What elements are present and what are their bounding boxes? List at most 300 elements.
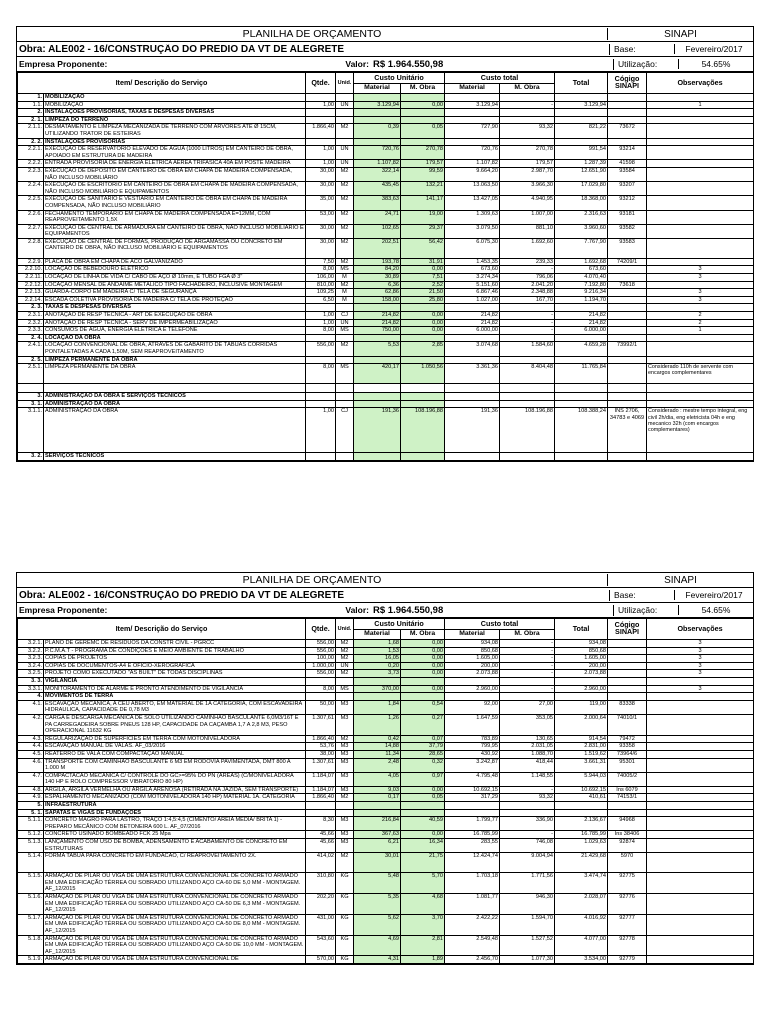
- row-total-material: 1.309,63: [445, 210, 500, 224]
- section-row: [18, 94, 754, 102]
- row-unit-labor: 0,00: [401, 312, 445, 320]
- row-unit: M2: [336, 342, 354, 356]
- row-sinapi-code: 94968: [608, 817, 647, 831]
- row-sinapi-code: 93582: [608, 224, 647, 238]
- empresa-label: Empresa Proponente:: [19, 605, 108, 615]
- row-sinapi-code: [608, 319, 647, 327]
- row-quantity: 556,00: [306, 647, 336, 655]
- section-title: SERVIÇOS TÉCNICOS: [44, 453, 306, 461]
- section-number: 2. 1.: [18, 116, 44, 124]
- row-quantity: 1.866,40: [306, 794, 336, 802]
- row-unit-material: 5,48: [354, 873, 401, 894]
- section-empty-cell: [336, 809, 354, 817]
- row-unit: CJ: [336, 408, 354, 453]
- row-unit-material: 6,36: [354, 281, 401, 289]
- row-unit: UN: [336, 160, 354, 168]
- row-description: ARMAÇÃO DE PILAR OU VIGA DE UMA ESTRUTURA CONVENCIONAL DE: [44, 956, 306, 964]
- table-row: [18, 786, 754, 794]
- empty-cell: [445, 384, 500, 393]
- row-unit: M2: [336, 210, 354, 224]
- row-description: ENTRADA PROVISORIA DE ENERGIA ELETRICA AEREA TRIFASICA 40A EM POSTE MADEIRA: [44, 160, 306, 168]
- section-empty-cell: [555, 393, 608, 401]
- section-row: [18, 677, 754, 685]
- row-quantity: 1.866,40: [306, 124, 336, 138]
- col-header-material-total: Material: [445, 84, 500, 94]
- section-empty-cell: [555, 453, 608, 461]
- row-unit: M3: [336, 750, 354, 758]
- section-empty-cell: [306, 109, 336, 117]
- row-total-labor: -: [500, 312, 555, 320]
- section-empty-cell: [445, 809, 500, 817]
- row-total-labor: 3.966,30: [500, 182, 555, 196]
- section-empty-cell: [647, 138, 754, 146]
- table-row: [18, 647, 754, 655]
- row-unit-material: 102,65: [354, 224, 401, 238]
- section-empty-cell: [354, 304, 401, 312]
- col-header-qtde: Qtde.: [306, 73, 336, 94]
- row-total-material: 1.703,18: [445, 873, 500, 894]
- row-total-labor: -: [500, 319, 555, 327]
- section-empty-cell: [306, 94, 336, 102]
- table-row: [18, 758, 754, 772]
- row-item-number: 2.2.3.: [18, 167, 44, 181]
- empty-cell: [306, 384, 336, 393]
- budget-sheet-2: [16, 572, 754, 965]
- row-sinapi-code: 5970: [608, 853, 647, 873]
- section-empty-cell: [500, 400, 555, 408]
- row-total: 1.519,62: [555, 750, 608, 758]
- row-observation: [647, 258, 754, 266]
- row-unit-labor: 270,78: [401, 146, 445, 160]
- row-item-number: 4.8.: [18, 786, 44, 794]
- row-total-labor: -: [500, 101, 555, 109]
- row-sinapi-code: 92775: [608, 873, 647, 894]
- row-item-number: 5.1.1.: [18, 817, 44, 831]
- section-empty-cell: [354, 116, 401, 124]
- section-empty-cell: [647, 393, 754, 401]
- empty-cell: [500, 384, 555, 393]
- row-quantity: 810,00: [306, 281, 336, 289]
- row-unit-labor: 16,34: [401, 839, 445, 853]
- row-sinapi-code: 83338: [608, 700, 647, 714]
- row-sinapi-code: 41598: [608, 160, 647, 168]
- row-total: 2.316,63: [555, 210, 608, 224]
- row-total: 2.831,00: [555, 743, 608, 751]
- section-empty-cell: [336, 802, 354, 810]
- row-observation: [647, 167, 754, 181]
- section-empty-cell: [445, 138, 500, 146]
- table-row: [18, 817, 754, 831]
- empty-cell: [44, 384, 306, 393]
- utilizacao-value: 54.65%: [678, 59, 753, 69]
- section-title: INSTALAÇÕES PROVISÓRIAS, TAXAS E DESPESAS DIVERSAS: [44, 109, 306, 117]
- row-sinapi-code: 93214: [608, 146, 647, 160]
- row-item-number: 5.1.3.: [18, 839, 44, 853]
- table-row: [18, 342, 754, 356]
- row-description: MOBILIZAÇÃO: [44, 101, 306, 109]
- row-unit-material: 0,42: [354, 735, 401, 743]
- row-item-number: 2.2.5.: [18, 196, 44, 210]
- section-empty-cell: [445, 109, 500, 117]
- section-empty-cell: [401, 693, 445, 701]
- row-sinapi-code: 73618: [608, 281, 647, 289]
- section-empty-cell: [608, 334, 647, 342]
- col-header-mobra-total: M. Obra: [500, 630, 555, 640]
- row-unit-labor: 0,00: [401, 266, 445, 274]
- row-sinapi-code: 92777: [608, 914, 647, 935]
- base-value: Fevereiro/2017: [674, 590, 753, 600]
- row-unit-material: 9,03: [354, 786, 401, 794]
- row-sinapi-code: [608, 647, 647, 655]
- row-sinapi-code: [608, 101, 647, 109]
- row-total-labor: -: [500, 647, 555, 655]
- row-total: 934,08: [555, 640, 608, 648]
- row-description: LOCAÇÃO CONVENCIONAL DE OBRA, ATRAVÉS DE GABARITO DE TÁBUAS CORRIDAS PONTALETADAS A CADA 1,50M, SEM REAPROVEITAMENTO: [44, 342, 306, 356]
- row-description: ANOTAÇÃO DE RESP TECNICA - SERV DE IMPERMEABILIZAÇÃO: [44, 319, 306, 327]
- row-total: 4.016,92: [555, 914, 608, 935]
- section-empty-cell: [608, 453, 647, 461]
- row-total-labor: 270,78: [500, 146, 555, 160]
- row-description: TRANSPORTE COM CAMINHÃO BASCULANTE 6 M3 EM RODOVIA PAVIMENTADA, DMT 800 A 1.000 M: [44, 758, 306, 772]
- section-number: 2. 5.: [18, 356, 44, 364]
- section-empty-cell: [608, 400, 647, 408]
- row-quantity: 8,00: [306, 364, 336, 384]
- col-header-qtde: Qtde.: [306, 619, 336, 640]
- row-quantity: 1.184,07: [306, 786, 336, 794]
- row-unit-labor: 0,05: [401, 124, 445, 138]
- col-header-material-total: Material: [445, 630, 500, 640]
- row-total-material: 16.785,99: [445, 831, 500, 839]
- row-sinapi-code: 73992/1: [608, 342, 647, 356]
- row-description: CÓPIAS DE DOCUMENTOS-A4 E OFÍCIO-XEROGRÁFICA: [44, 662, 306, 670]
- section-row: [18, 138, 754, 146]
- row-total-labor: 946,30: [500, 894, 555, 915]
- section-number: 4.: [18, 693, 44, 701]
- row-unit-material: 4,31: [354, 956, 401, 964]
- row-unit: M2: [336, 182, 354, 196]
- row-unit: M2: [336, 853, 354, 873]
- row-observation: [647, 831, 754, 839]
- row-unit-labor: 0,54: [401, 700, 445, 714]
- row-total: 6.000,00: [555, 327, 608, 335]
- row-quantity: 106,00: [306, 274, 336, 282]
- row-total: 410,61: [555, 794, 608, 802]
- section-empty-cell: [500, 334, 555, 342]
- title-row: [17, 27, 753, 42]
- table-row: [18, 238, 754, 258]
- section-number: 2. 2.: [18, 138, 44, 146]
- row-observation: [647, 935, 754, 956]
- row-total-labor: 108.196,88: [500, 408, 555, 453]
- row-total-labor: 1.771,56: [500, 873, 555, 894]
- section-empty-cell: [608, 116, 647, 124]
- row-total-material: 4.795,48: [445, 772, 500, 786]
- section-empty-cell: [401, 304, 445, 312]
- row-quantity: 1.184,07: [306, 772, 336, 786]
- section-empty-cell: [500, 693, 555, 701]
- empty-cell: [401, 384, 445, 393]
- row-sinapi-code: 93207: [608, 182, 647, 196]
- section-empty-cell: [354, 453, 401, 461]
- row-quantity: 30,00: [306, 167, 336, 181]
- row-total-material: 2.422,22: [445, 914, 500, 935]
- table-row: [18, 670, 754, 678]
- section-empty-cell: [608, 94, 647, 102]
- row-quantity: 30,00: [306, 182, 336, 196]
- base-label: Base:: [614, 44, 636, 54]
- row-total-material: 13.063,50: [445, 182, 500, 196]
- row-item-number: 3.2.3.: [18, 655, 44, 663]
- row-observation: [647, 238, 754, 258]
- row-unit-labor: 0,00: [401, 655, 445, 663]
- row-unit-labor: 31,91: [401, 258, 445, 266]
- row-observation: 3: [647, 685, 754, 693]
- row-unit: KG: [336, 935, 354, 956]
- section-empty-cell: [354, 334, 401, 342]
- row-description: CARGA E DESCARGA MECANICA DE SOLO UTILIZANDO CAMINHAO BASCULANTE 6,0M3/16T E PA CARREGADEIRA SOBRE PNEUS 128 HP, CAPACIDADE DA CAÇAMBA 1,7 A 2,8 M3, PESO OPERACIONAL 11632 KG: [44, 714, 306, 735]
- section-row: [18, 693, 754, 701]
- row-unit-material: 720,76: [354, 146, 401, 160]
- section-empty-cell: [401, 453, 445, 461]
- row-item-number: 5.1.2.: [18, 831, 44, 839]
- row-total-material: 2.073,88: [445, 670, 500, 678]
- row-unit-material: 214,82: [354, 312, 401, 320]
- row-unit-labor: 0,00: [401, 640, 445, 648]
- row-description: ARGILA, ARGILA VERMELHA OU ARGILA ARENOSA (RETIRADA NA JAZIDA, SEM TRANSPORTE): [44, 786, 306, 794]
- row-unit-labor: 0,00: [401, 327, 445, 335]
- row-total-labor: 1.594,70: [500, 914, 555, 935]
- row-total: 21.429,68: [555, 853, 608, 873]
- row-item-number: 2.2.13.: [18, 289, 44, 297]
- section-empty-cell: [401, 809, 445, 817]
- row-unit: M2: [336, 655, 354, 663]
- row-sinapi-code: 93212: [608, 196, 647, 210]
- col-header-observacoes: Observações: [647, 619, 754, 640]
- section-empty-cell: [306, 393, 336, 401]
- section-empty-cell: [401, 356, 445, 364]
- section-empty-cell: [401, 802, 445, 810]
- section-empty-cell: [336, 94, 354, 102]
- table-row: [18, 124, 754, 138]
- empty-cell: [608, 384, 647, 393]
- section-empty-cell: [306, 400, 336, 408]
- row-total-labor: 1.088,70: [500, 750, 555, 758]
- row-observation: [647, 839, 754, 853]
- row-total-material: 783,89: [445, 735, 500, 743]
- table-row: [18, 831, 754, 839]
- col-header-observacoes: Observações: [647, 73, 754, 94]
- section-number: 2. 3.: [18, 304, 44, 312]
- section-empty-cell: [445, 356, 500, 364]
- section-empty-cell: [500, 304, 555, 312]
- sheet-title: PLANILHA DE ORÇAMENTO: [17, 28, 608, 40]
- row-total-material: 5.151,60: [445, 281, 500, 289]
- row-observation: [647, 281, 754, 289]
- section-empty-cell: [401, 109, 445, 117]
- row-unit-labor: 21,75: [401, 853, 445, 873]
- row-quantity: 1,00: [306, 101, 336, 109]
- sheet-title: PLANILHA DE ORÇAMENTO: [17, 574, 608, 586]
- section-empty-cell: [608, 693, 647, 701]
- row-quantity: 1.000,00: [306, 662, 336, 670]
- section-empty-cell: [500, 116, 555, 124]
- row-total: 3.661,31: [555, 758, 608, 772]
- row-quantity: 1.307,61: [306, 758, 336, 772]
- row-unit-material: 370,00: [354, 685, 401, 693]
- row-unit-material: 4,05: [354, 772, 401, 786]
- row-observation: [647, 210, 754, 224]
- row-observation: 3: [647, 289, 754, 297]
- empty-cell: [354, 384, 401, 393]
- row-unit-material: 0,17: [354, 794, 401, 802]
- row-unit-material: 750,00: [354, 327, 401, 335]
- table-row: [18, 408, 754, 453]
- row-unit-labor: 0,97: [401, 772, 445, 786]
- section-number: 1.: [18, 94, 44, 102]
- section-row: [18, 356, 754, 364]
- section-empty-cell: [306, 138, 336, 146]
- section-empty-cell: [555, 109, 608, 117]
- row-total: 12.651,90: [555, 167, 608, 181]
- valor-label: Valor:: [345, 605, 369, 615]
- row-sinapi-code: 92776: [608, 894, 647, 915]
- row-total: 200,00: [555, 662, 608, 670]
- row-description: COMPACTACAO MECANICA C/ CONTROLE DO GC>=95% DO PN (AREAS) (C/MONIVELADORA 140 HP E ROLO COMPRESSOR VIBRATORIO 80 HP): [44, 772, 306, 786]
- valor-value: R$ 1.964.550,98: [373, 59, 614, 70]
- row-unit-labor: 2,85: [401, 342, 445, 356]
- row-total: 2.028,07: [555, 894, 608, 915]
- row-unit-material: 191,36: [354, 408, 401, 453]
- row-total: 3.474,74: [555, 873, 608, 894]
- row-unit: KG: [336, 956, 354, 964]
- row-unit-material: 16,05: [354, 655, 401, 663]
- section-empty-cell: [445, 802, 500, 810]
- row-unit-material: 30,01: [354, 853, 401, 873]
- empty-cell: [18, 384, 44, 393]
- row-item-number: 2.3.3.: [18, 327, 44, 335]
- row-unit-material: 30,89: [354, 274, 401, 282]
- row-total-labor: 2.031,05: [500, 743, 555, 751]
- section-empty-cell: [336, 109, 354, 117]
- table-row: [18, 685, 754, 693]
- row-total-material: 92,00: [445, 700, 500, 714]
- row-unit-material: 1,26: [354, 714, 401, 735]
- row-unit-material: 3.129,94: [354, 101, 401, 109]
- section-empty-cell: [336, 677, 354, 685]
- row-total-labor: 1.077,30: [500, 956, 555, 964]
- section-number: 3. 3.: [18, 677, 44, 685]
- row-observation: [647, 772, 754, 786]
- row-unit-material: 1,84: [354, 700, 401, 714]
- row-unit-labor: 37,79: [401, 743, 445, 751]
- obra-row: [17, 42, 753, 57]
- title-row: [17, 573, 753, 588]
- table-row: [18, 296, 754, 304]
- row-item-number: 2.3.1.: [18, 312, 44, 320]
- row-sinapi-code: 73964/6: [608, 750, 647, 758]
- utilizacao-value: 54.65%: [678, 605, 753, 615]
- row-item-number: 5.1.9.: [18, 956, 44, 964]
- row-unit: MS: [336, 266, 354, 274]
- row-description: LOCAÇÃO DE LINHA DE VIDA C/ CABO DE AÇO Ø 10mm, E TUBO FGA Ø 3": [44, 274, 306, 282]
- row-observation: [647, 124, 754, 138]
- row-unit: M2: [336, 647, 354, 655]
- row-total-labor: -: [500, 685, 555, 693]
- row-quantity: 6,50: [306, 296, 336, 304]
- section-empty-cell: [555, 334, 608, 342]
- row-unit-material: 14,88: [354, 743, 401, 751]
- row-unit-labor: 0,00: [401, 670, 445, 678]
- row-unit-labor: 0,00: [401, 831, 445, 839]
- row-description: ARMAÇÃO DE PILAR OU VIGA DE UMA ESTRUTURA CONVENCIONAL DE CONCRETO ARMADO EM UMA EDIFICAÇÃO TÉRREA OU SOBRADO UTILIZANDO AÇO CA-50 DE 10,0 MM - MONTAGEM. AF_12/2015: [44, 935, 306, 956]
- row-observation: [647, 196, 754, 210]
- row-observation: [647, 146, 754, 160]
- table-row: [18, 700, 754, 714]
- section-empty-cell: [445, 453, 500, 461]
- row-unit-labor: 2,52: [401, 281, 445, 289]
- row-total-labor: 130,65: [500, 735, 555, 743]
- section-empty-cell: [354, 356, 401, 364]
- row-total: 3.534,00: [555, 956, 608, 964]
- section-empty-cell: [336, 334, 354, 342]
- row-total-labor: 167,70: [500, 296, 555, 304]
- table-row: [18, 167, 754, 181]
- row-unit-material: 216,84: [354, 817, 401, 831]
- row-observation: [647, 342, 754, 356]
- row-observation: 1: [647, 101, 754, 109]
- base-label: Base:: [614, 590, 636, 600]
- row-total-labor: -: [500, 831, 555, 839]
- utilizacao-label: Utilização:: [618, 605, 658, 615]
- row-description: FECHAMENTO TEMPORÁRIO EM CHAPA DE MADEIRA COMPENSADA E=12MM, COM REAPROVEITAMENTO 1,5X: [44, 210, 306, 224]
- table-row: [18, 662, 754, 670]
- row-observation: 3: [647, 266, 754, 274]
- row-observation: [647, 894, 754, 915]
- row-sinapi-code: [608, 312, 647, 320]
- row-total-material: 3.361,36: [445, 364, 500, 384]
- section-empty-cell: [306, 334, 336, 342]
- col-header-unid: Unid.: [336, 619, 354, 640]
- row-item-number: 4.4.: [18, 743, 44, 751]
- row-quantity: 202,20: [306, 894, 336, 915]
- row-total-material: 727,90: [445, 124, 500, 138]
- section-empty-cell: [555, 809, 608, 817]
- row-unit-labor: 0,00: [401, 685, 445, 693]
- row-description: EXECUÇÃO DE DEPÓSITO EM CANTEIRO DE OBRA EM CHAPA DE MADEIRA COMPENSADA, NÃO INCLUSO MOBILIÁRIO: [44, 167, 306, 181]
- row-item-number: 3.1.1.: [18, 408, 44, 453]
- section-empty-cell: [445, 94, 500, 102]
- section-row: [18, 809, 754, 817]
- row-description: CONCRETO MAGRO PARA LASTRO, TRAÇO 1:4,5:4,5 (CIMENTO/ AREIA MÉDIA/ BRITA 1) - PREPARO MECÂNICO COM BETONEIRA 600 L. AF_07/2016: [44, 817, 306, 831]
- row-total-labor: 2.041,20: [500, 281, 555, 289]
- row-observation: Considerado : mestre tempo integral, eng civil 2h/dia, eng eletricista 04h e eng mecanico 32h (com encargos complementares): [647, 408, 754, 453]
- section-number: 3. 1.: [18, 400, 44, 408]
- budget-table: [17, 618, 754, 964]
- section-empty-cell: [647, 809, 754, 817]
- row-description: ANOTAÇÃO DE RESP TECNICA - ART DE EXECUÇÃO DE OBRA: [44, 312, 306, 320]
- table-row: [18, 182, 754, 196]
- row-unit-labor: 1.050,56: [401, 364, 445, 384]
- row-sinapi-code: Ins 6079: [608, 786, 647, 794]
- row-quantity: 1.307,61: [306, 714, 336, 735]
- row-sinapi-code: 79472: [608, 735, 647, 743]
- row-unit-labor: 0,00: [401, 319, 445, 327]
- section-title: SAPATAS E VIGAS DE FUNDAÇÕES: [44, 809, 306, 817]
- row-description: CÓPIAS DE PROJETOS: [44, 655, 306, 663]
- row-item-number: 2.2.1.: [18, 146, 44, 160]
- utilizacao-label: Utilização:: [618, 59, 658, 69]
- row-unit-material: 383,63: [354, 196, 401, 210]
